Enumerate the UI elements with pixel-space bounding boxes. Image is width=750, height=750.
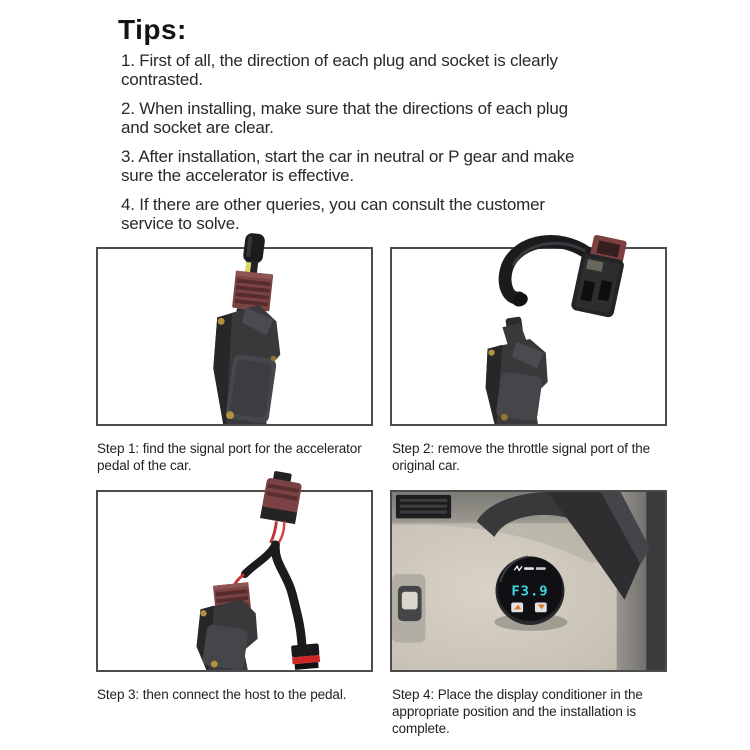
- caption-line: pedal of the car.: [97, 458, 192, 473]
- host-harness-connected-illustration: [98, 492, 371, 670]
- host-connector: [291, 643, 321, 670]
- tips-list: [121, 52, 666, 244]
- caption-line: Step 3: then connect the host to the pedal.: [97, 687, 347, 702]
- tip-item-1: [121, 52, 666, 89]
- accelerator-pedal: [486, 316, 548, 424]
- caption-line: Step 1: find the signal port for the accelerator: [97, 441, 362, 456]
- display-controller-in-car-illustration: [392, 492, 665, 670]
- window-switch: [392, 574, 426, 642]
- accelerator-pedal: [197, 600, 258, 671]
- caption-line: original car.: [392, 458, 460, 473]
- caption-line: Step 4: Place the display conditioner in the: [392, 687, 643, 702]
- accelerator-pedal: [213, 305, 280, 424]
- tip-line: and socket are clear.: [121, 117, 274, 137]
- caption-line: Step 2: remove the throttle signal port of the: [392, 441, 651, 456]
- tip-item-4: [121, 196, 666, 233]
- tip-line: 2. When installing, make sure that the directions of each plug: [121, 99, 568, 118]
- step3-photo-frame: [96, 490, 373, 672]
- harness-top-connector: [260, 470, 303, 524]
- tip-line: contrasted.: [121, 69, 203, 89]
- detached-signal-connector: [505, 233, 629, 318]
- caption-line: complete.: [392, 721, 450, 736]
- step4-caption: [392, 686, 643, 737]
- device-display-value: F3.9: [511, 583, 549, 600]
- tip-line: 1. First of all, the direction of each plug and socket is clearly: [121, 51, 558, 70]
- air-vent: [396, 495, 451, 518]
- throttle-controller-display: [495, 557, 564, 625]
- step3-caption: [97, 686, 346, 703]
- tip-line: 3. After installation, start the car in neutral or P gear and make: [121, 147, 575, 166]
- tip-line: sure the accelerator is effective.: [121, 165, 354, 185]
- page-title: Tips:: [118, 14, 187, 45]
- step2-caption: [392, 440, 650, 474]
- throttle-signal-port-removed-illustration: [392, 249, 665, 424]
- step2-photo-frame: [390, 247, 667, 426]
- tip-item-2: [121, 100, 666, 137]
- accelerator-pedal-with-signal-port-illustration: [98, 249, 371, 424]
- tip-line: service to solve.: [121, 213, 240, 233]
- tip-line: 4. If there are other queries, you can consult the customer: [121, 195, 545, 214]
- step1-photo-frame: [96, 247, 373, 426]
- step1-caption: [97, 440, 362, 474]
- step4-photo-frame: [390, 490, 667, 672]
- tip-item-3: [121, 148, 666, 185]
- caption-line: appropriate position and the installation is: [392, 704, 637, 719]
